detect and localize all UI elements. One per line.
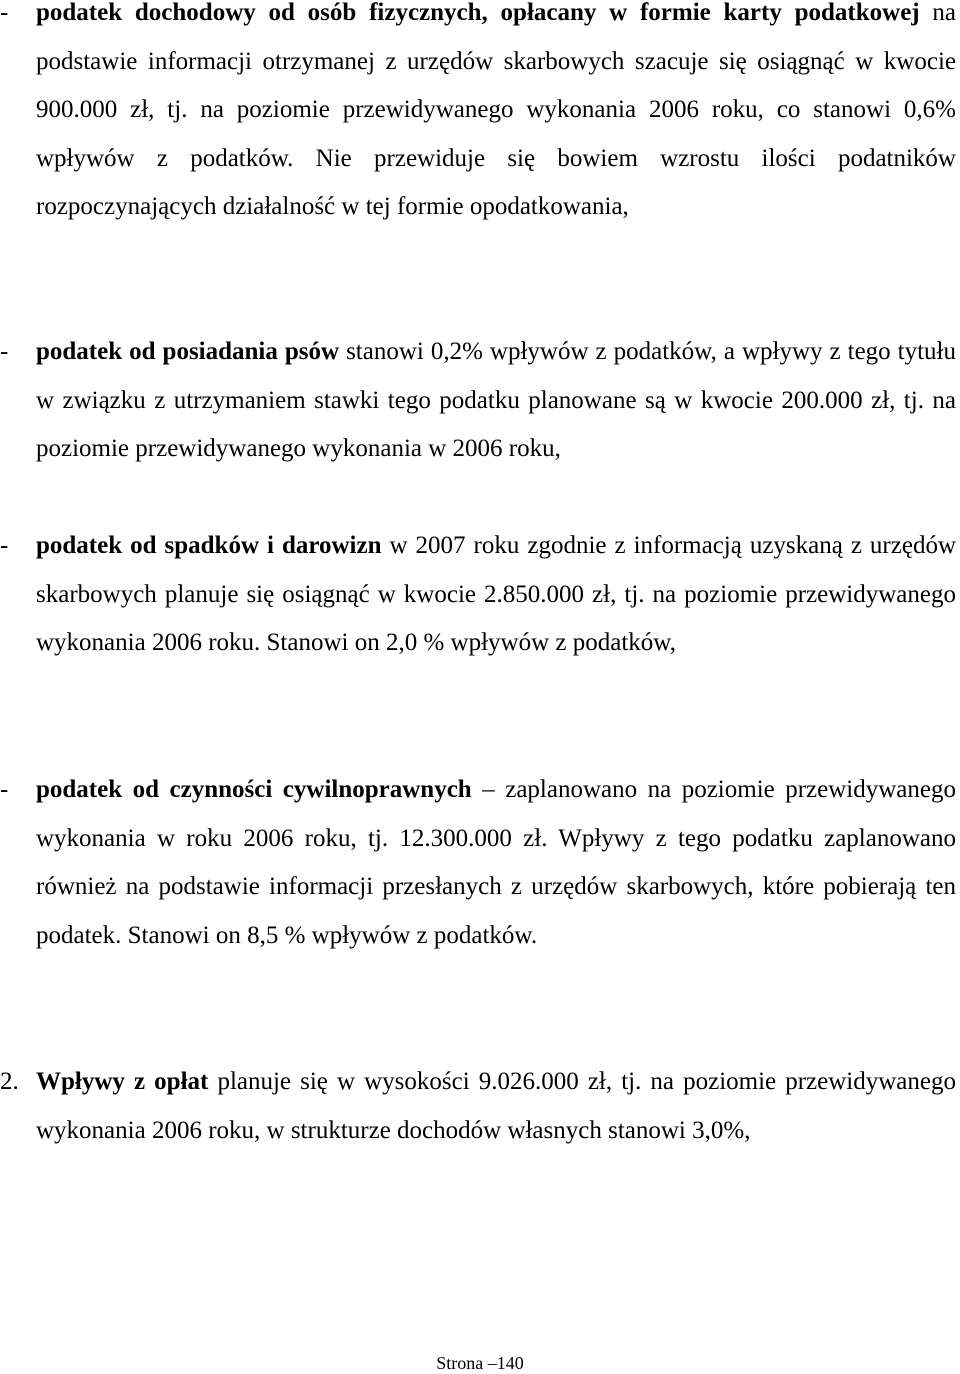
list-marker: - <box>0 338 9 365</box>
paragraph-text: w 2007 roku zgodnie z informacją uzyskaną z urzędów skarbowych planuje się osiągnąć w kwocie 2.850.000 zł, tj. na poziomie przewidywanego wykonania 2006 roku. Stanowi on 2,0 % wpływów z podatków, <box>36 532 956 656</box>
paragraph-text: planuje się w wysokości 9.026.000 zł, tj. na poziomie przewidywanego wykonania 2006 roku, w strukturze dochodów własnych stanowi 3,0%, <box>36 1068 956 1144</box>
list-item <box>0 766 960 960</box>
list-marker: - <box>0 532 9 559</box>
list-item <box>0 328 960 474</box>
paragraph <box>36 0 956 232</box>
paragraph <box>36 522 956 668</box>
list-marker: - <box>0 776 9 803</box>
bold-term: podatek od posiadania psów <box>36 338 340 365</box>
page-number: Strona –140 <box>436 1353 524 1373</box>
bold-term: podatek od czynności cywilnoprawnych <box>36 776 472 803</box>
paragraph <box>36 1058 956 1155</box>
paragraph <box>36 328 956 474</box>
bold-term: Wpływy z opłat <box>36 1068 209 1095</box>
paragraph <box>36 766 956 960</box>
bold-term: podatek dochodowy od osób fizycznych, opłacany w formie karty podatkowej <box>36 0 920 26</box>
list-item <box>0 522 960 668</box>
paragraph-text: na podstawie informacji otrzymanej z urzędów skarbowych szacuje się osiągnąć w kwocie 900.000 zł, tj. na poziomie przewidywanego wykonania 2006 roku, co stanowi 0,6% wpływów z podatków. Nie przewiduje się bowiem wzrostu ilości podatników rozpoczynających działalność w tej formie opodatkowania, <box>36 0 956 220</box>
list-marker: - <box>0 0 9 26</box>
list-item <box>0 0 960 232</box>
paragraph-text: stanowi 0,2% wpływów z podatków, a wpływy z tego tytułu w związku z utrzymaniem stawki tego podatku planowane są w kwocie 200.000 zł, tj. na poziomie przewidywanego wykonania w 2006 roku, <box>36 338 957 462</box>
bold-term: podatek od spadków i darowizn <box>36 532 382 559</box>
paragraph-text: – zaplanowano na poziomie przewidywanego wykonania w roku 2006 roku, tj. 12.300.000 zł. Wpływy z tego podatku zaplanowano również na podstawie informacji przesłanych z urzędów skarbowych, które pobierają ten podatek. Stanowi on 8,5 % wpływów z podatków. <box>36 776 956 949</box>
numbered-item <box>0 1058 960 1155</box>
list-marker: 2. <box>0 1068 19 1095</box>
